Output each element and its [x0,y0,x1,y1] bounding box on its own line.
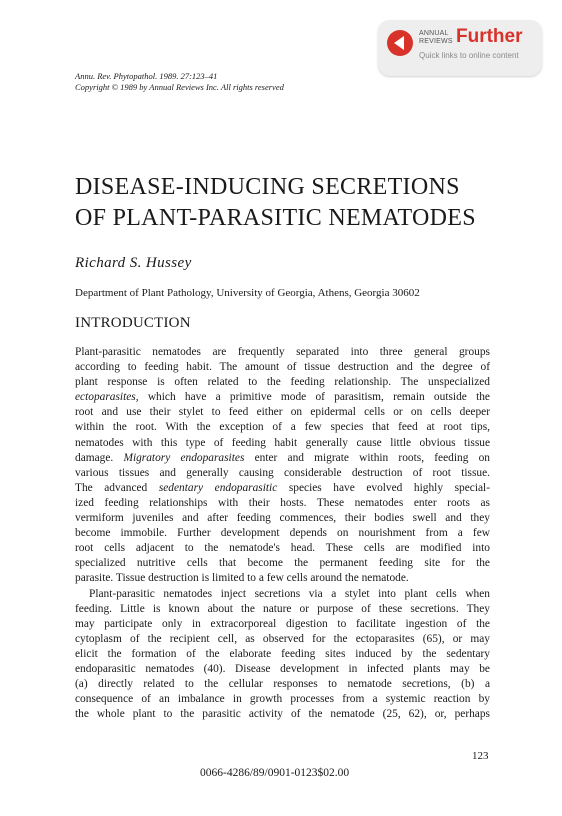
body-line: cytoplasm of the recipient cell, as observed for the ectoparasites (65), or may [75,632,490,645]
body-line: may participate only in extracorporeal digestion to facilitate ingestion of the [75,617,490,630]
body-line: parasite. Tissue destruction is limited to a few cells around the nematode. [75,572,409,585]
body-line: nematodes with this type of feeding habit generally cause little obvious tissue [75,436,490,449]
further-banner[interactable] [378,20,542,76]
title-line-2: OF PLANT-PARASITIC NEMATODES [75,205,476,231]
body-line: Plant-parasitic nematodes inject secretions via a stylet into plant cells when [89,587,490,600]
body-line: feeding. Little is known about the nature or purpose of these secretions. They [75,602,490,615]
annual-reviews-logo-icon [387,30,413,56]
banner-annual: ANNUAL [419,30,449,37]
body-line: damage. Migratory endoparasites enter and migrate within roots, feeding on [75,451,490,464]
citation-line-1: Annu. Rev. Phytopathol. 1989. 27:123–41 [75,71,218,81]
body-line: ectoparasites, which have a primitive mode of parasitism, remain outside the [75,391,490,404]
author-affiliation: Department of Plant Pathology, University of Georgia, Athens, Georgia 30602 [75,287,420,299]
banner-further: Further [456,26,523,47]
body-line: vermiform juveniles and after feeding commences, their bodies swell and they [75,512,490,525]
body-line: according to feeding habit. The amount of tissue destruction and the degree of [75,361,490,374]
page-number: 123 [472,750,489,762]
body-line: root cells adjacent to the nematode's head. These cells are modified into [75,542,490,555]
body-line: the whole plant to the parasitic activity of the nematode (25, 62), or, perhaps [75,708,490,721]
body-line: elicit the formation of the elaborate feeding sites induced by the sedentary [75,647,490,660]
article-title [75,172,476,234]
footer-code: 0066-4286/89/0901-0123$02.00 [200,767,350,779]
body-line: Plant-parasitic nematodes are frequently separated into three general groups [75,346,490,358]
body-line: ized feeding relationships with their hosts. These nematodes enter roots as [75,496,490,509]
banner-brand [419,30,453,46]
title-line-1: DISEASE-INDUCING SECRETIONS [75,174,460,200]
body-line: The advanced sedentary endoparasitic species have evolved highly special- [75,481,490,494]
banner-quick-links: Quick links to online content [419,51,519,60]
body-line: plant response is often related to the feeding relationship. The unspecialized [75,376,490,389]
body-line: specialized nutritive cells that become the permanent feeding site for the [75,557,490,570]
body-text [75,345,490,722]
body-line: various tissues and generally causing considerable destruction of root tissue. [75,466,490,479]
body-line: root and use their stylet to feed either on epidermal cells or on cells deeper [75,406,490,419]
body-line: (a) directly related to the cellular responses to nematode secretions, (b) a [75,678,490,691]
banner-reviews: REVIEWS [419,38,453,45]
author-name: Richard S. Hussey [75,255,192,271]
body-line: consequence of an imbalance in growth processes from a systemic reaction by [75,693,490,706]
body-line: endoparasitic nematodes (40). Disease development in infected plants may be [75,662,490,675]
citation-line-2: Copyright © 1989 by Annual Reviews Inc. All rights reserved [75,82,284,92]
citation [75,71,284,93]
body-line: become immobile. Further development depends on nourishment from a few [75,527,490,540]
section-heading: INTRODUCTION [75,315,191,331]
body-line: within the root. With the exception of a few species that feed at root tips, [75,421,490,434]
